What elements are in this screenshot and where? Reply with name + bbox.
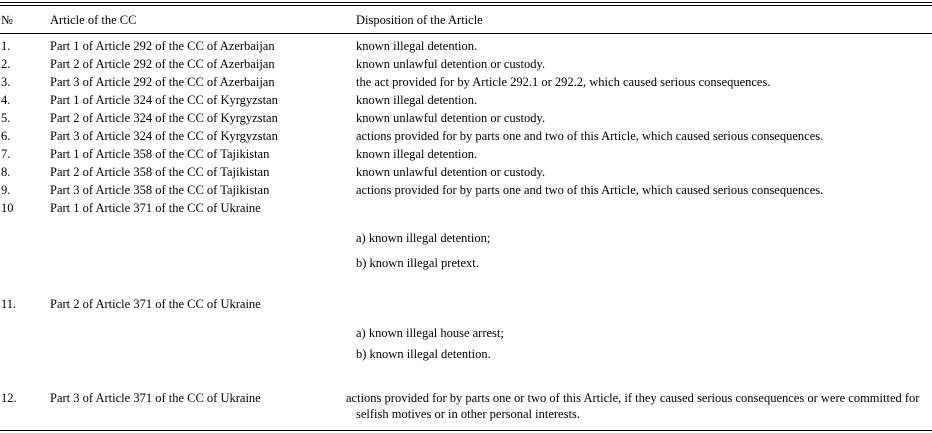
row-article: Part 3 of Article 324 of the CC of Kyrgyzstan bbox=[50, 129, 278, 143]
row-num: 7. bbox=[1, 147, 11, 161]
row-article: Part 2 of Article 371 of the CC of Ukraine bbox=[50, 297, 261, 311]
row-disposition: known illegal detention. bbox=[356, 39, 478, 53]
row-num: 6. bbox=[1, 129, 11, 143]
row-num: 12. bbox=[1, 391, 17, 405]
row-article: Part 2 of Article 324 of the CC of Kyrgyzstan bbox=[50, 111, 278, 125]
table-bottom-rule bbox=[0, 430, 932, 431]
row-article: Part 2 of Article 358 of the CC of Tajikistan bbox=[50, 165, 270, 179]
header-article: Article of the CC bbox=[50, 13, 137, 27]
row-num: 5. bbox=[1, 111, 11, 125]
row-article: Part 1 of Article 292 of the CC of Azerbaijan bbox=[50, 39, 275, 53]
row-article: Part 1 of Article 324 of the CC of Kyrgyzstan bbox=[50, 93, 278, 107]
row-num: 11. bbox=[1, 297, 17, 311]
row-disposition: known unlawful detention or custody. bbox=[356, 57, 546, 71]
row-num: 9. bbox=[1, 183, 11, 197]
row-num: 10 bbox=[1, 201, 14, 215]
table-top-rule-1 bbox=[0, 2, 932, 3]
header-num: № bbox=[1, 13, 13, 27]
row-num: 4. bbox=[1, 93, 11, 107]
row-disposition: actions provided for by parts one or two of this Article, if they caused serious consequences or were committed for selfish motives or in other personal interests. bbox=[346, 391, 920, 421]
row-article: Part 2 of Article 292 of the CC of Azerbaijan bbox=[50, 57, 275, 71]
row-disposition: the act provided for by Article 292.1 or 292.2, which caused serious consequences. bbox=[356, 75, 771, 89]
row-disposition-sub-a: a) known illegal house arrest; bbox=[356, 326, 504, 340]
row-disposition: known illegal detention. bbox=[356, 147, 478, 161]
row-article: Part 3 of Article 292 of the CC of Azerbaijan bbox=[50, 75, 275, 89]
row-article: Part 1 of Article 371 of the CC of Ukraine bbox=[50, 201, 261, 215]
row-disposition: actions provided for by parts one and two of this Article, which caused serious consequences. bbox=[356, 129, 824, 143]
header-rule bbox=[0, 33, 932, 34]
header-disposition: Disposition of the Article bbox=[356, 13, 483, 27]
row-article: Part 3 of Article 371 of the CC of Ukraine bbox=[50, 391, 261, 405]
row-disposition-sub-a: a) known illegal detention; bbox=[356, 231, 491, 245]
row-disposition-sub-b: b) known illegal pretext. bbox=[356, 256, 479, 270]
row-num: 1. bbox=[1, 39, 11, 53]
row-article: Part 3 of Article 358 of the CC of Tajikistan bbox=[50, 183, 270, 197]
row-disposition: actions provided for by parts one and two of this Article, which caused serious consequences. bbox=[356, 183, 824, 197]
row-disposition: known unlawful detention or custody. bbox=[356, 165, 546, 179]
row-num: 3. bbox=[1, 75, 11, 89]
row-disposition-sub-b: b) known illegal detention. bbox=[356, 347, 491, 361]
row-disposition: known unlawful detention or custody. bbox=[356, 111, 546, 125]
table-top-rule-2 bbox=[0, 5, 932, 6]
row-disposition: known illegal detention. bbox=[356, 93, 478, 107]
row-num: 8. bbox=[1, 165, 11, 179]
row-article: Part 1 of Article 358 of the CC of Tajikistan bbox=[50, 147, 270, 161]
row-num: 2. bbox=[1, 57, 11, 71]
